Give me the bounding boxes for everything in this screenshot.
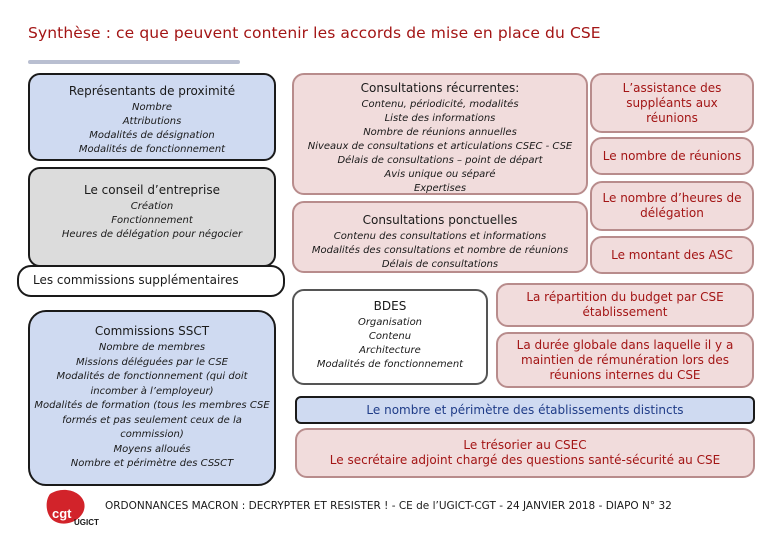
repartition-box xyxy=(496,283,754,327)
conseil-title: Le conseil d’entreprise xyxy=(83,183,221,197)
list-line: Contenu, périodicité, modalités xyxy=(361,99,519,110)
list-line: Organisation xyxy=(357,317,423,328)
ugict-logo-text: UGICT xyxy=(74,518,99,527)
list-line: Nombre xyxy=(132,102,172,113)
list-line: Modalités de fonctionnement xyxy=(316,359,464,370)
bdes-items xyxy=(294,316,486,372)
list-line: Expertises xyxy=(413,183,467,194)
sset-box xyxy=(28,310,276,486)
ponctuelles-title: Consultations ponctuelles xyxy=(362,213,518,227)
heures-box xyxy=(590,181,754,231)
list-line: Moyens alloués xyxy=(113,443,191,455)
list-line: Contenu des consultations et informations xyxy=(333,231,547,242)
recurrentes-title: Consultations récurrentes: xyxy=(360,81,520,95)
list-line: Modalités des consultations et nombre de réunions xyxy=(311,245,569,256)
list-line: Liste des informations xyxy=(384,113,496,124)
bdes-title: BDES xyxy=(373,299,407,313)
recurrentes-box xyxy=(292,73,588,195)
list-line: Nombre de réunions annuelles xyxy=(363,127,517,138)
cgt-logo-mark: cgt xyxy=(52,506,72,521)
duree-box xyxy=(496,332,754,388)
list-line: Délais de consultations xyxy=(381,259,499,270)
tresorier-text: Le trésorier au CSEC xyxy=(463,438,587,452)
list-line: Nombre de membres xyxy=(98,342,206,353)
ponctuelles-box xyxy=(292,201,588,273)
list-line: formés et pas seulement ceux de la xyxy=(62,414,242,426)
reunions-text: Le nombre de réunions xyxy=(602,148,742,163)
representants-items xyxy=(30,101,274,157)
list-line: Modalités de fonctionnement (qui doit xyxy=(56,371,248,382)
bdes-box xyxy=(292,289,488,385)
secretaire-text: Le secrétaire adjoint chargé des questions santé-sécurité au CSE xyxy=(329,453,721,467)
list-line: Nombre et périmètre des CSSCT xyxy=(70,458,234,469)
list-line: Heures de délégation pour négocier xyxy=(61,229,243,240)
ponctuelles-items xyxy=(294,230,586,272)
commissions-supp-title: Les commissions supplémentaires xyxy=(33,273,239,287)
list-line: Délais de consultations – point de départ xyxy=(337,155,543,166)
list-line: Création xyxy=(130,201,174,212)
sset-items xyxy=(30,341,274,472)
footer-text: ORDONNANCES MACRON : DECRYPTER ET RESISTER ! - CE de l’UGICT-CGT - 24 JANVIER 2018 - DIAPO N° 32 xyxy=(105,500,672,512)
title-underline xyxy=(28,60,240,64)
list-line: Fonctionnement xyxy=(111,215,193,226)
list-line: incomber à l’employeur) xyxy=(90,385,214,397)
list-line: Attributions xyxy=(122,116,182,127)
conseil-items xyxy=(30,200,274,242)
list-line: Avis unique ou séparé xyxy=(384,169,496,180)
list-line: commission) xyxy=(120,429,184,440)
cgt-logo xyxy=(44,488,100,528)
recurrentes-items xyxy=(294,98,586,196)
reunions-box xyxy=(590,137,754,175)
etablissements-box xyxy=(295,396,755,424)
cgt-logo-graphic xyxy=(44,488,100,528)
list-line: Modalités de formation (tous les membres CSE xyxy=(34,400,270,411)
assistance-text: L’assistance des suppléants aux réunions xyxy=(622,80,722,125)
page-title: Synthèse : ce que peuvent contenir les accords de mise en place du CSE xyxy=(28,24,601,42)
asc-text: Le montant des ASC xyxy=(611,247,733,262)
heures-text: Le nombre d’heures de délégation xyxy=(602,191,742,220)
list-line: Architecture xyxy=(359,345,421,356)
asc-box xyxy=(590,236,754,274)
list-line: Contenu xyxy=(368,331,412,342)
tresorier-box xyxy=(295,428,755,478)
duree-text: La durée globale dans laquelle il y a maintien de rémunération lors des réunions internes du CSE xyxy=(516,337,734,382)
representants-box xyxy=(28,73,276,161)
list-line: Niveaux de consultations et articulations CSEC - CSE xyxy=(307,141,573,152)
sset-title: Commissions SSCT xyxy=(94,324,210,338)
list-line: Modalités de fonctionnement xyxy=(78,144,226,155)
list-line: Modalités de désignation xyxy=(89,130,215,141)
etablissements-text: Le nombre et périmètre des établissements distincts xyxy=(366,402,684,417)
representants-title: Représentants de proximité xyxy=(68,84,236,98)
assistance-box xyxy=(590,73,754,133)
conseil-box xyxy=(28,167,276,267)
repartition-text: La répartition du budget par CSE établissement xyxy=(526,290,724,319)
list-line: Missions déléguées par le CSE xyxy=(76,356,228,368)
commissions-supp-box xyxy=(17,265,285,297)
